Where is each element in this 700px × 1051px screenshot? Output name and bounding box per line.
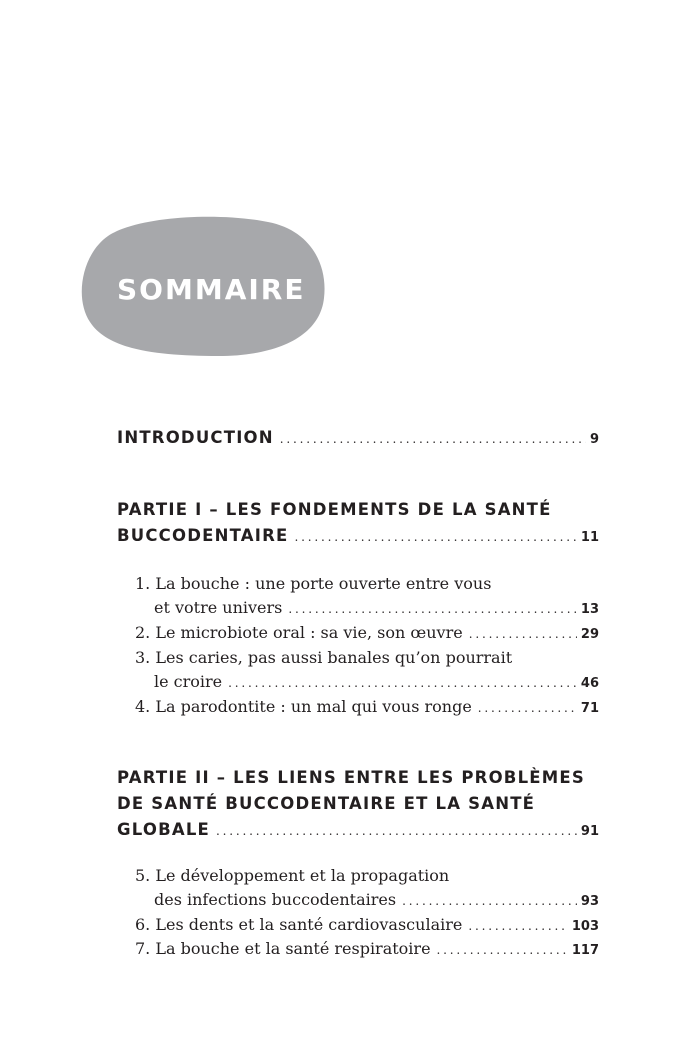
dot-leader [469, 621, 577, 646]
chapter-title: 2. Le microbiote oral : sa vie, son œuvre [135, 623, 463, 642]
chapter-title: 7. La bouche et la santé respiratoire [135, 939, 431, 958]
chapter-title: 1. La bouche : une porte ouverte entre vous [135, 574, 492, 593]
section-heading-line: PARTIE II – LES LIENS ENTRE LES PROBLÈMES [117, 768, 585, 787]
dot-leader [294, 523, 576, 550]
toc-page-number: 103 [571, 919, 599, 934]
dot-leader [228, 670, 577, 695]
toc-page-number: 46 [580, 676, 599, 691]
dot-leader [468, 913, 568, 938]
toc-section-partie-2[interactable] [117, 765, 599, 845]
toc-page-number: 117 [571, 943, 599, 958]
toc-chapter-3[interactable] [135, 646, 599, 696]
toc-page-number: 11 [580, 530, 599, 545]
page-title: SOMMAIRE [117, 273, 306, 306]
dot-leader [280, 425, 586, 452]
toc-page-number: 91 [580, 824, 599, 839]
toc-page-number: 13 [580, 602, 599, 617]
toc-section-partie-1[interactable] [117, 497, 599, 551]
chapter-title: 5. Le développement et la propagation [135, 866, 450, 885]
chapter-title-cont: des infections buccodentaires [154, 890, 397, 909]
toc-page-number: 71 [580, 701, 599, 716]
chapter-title: 3. Les caries, pas aussi banales qu’on pourrait [135, 648, 513, 667]
toc-chapter-2[interactable] [135, 621, 599, 647]
chapter-title: 6. Les dents et la santé cardiovasculaire [135, 915, 463, 934]
toc-page-number: 93 [580, 894, 599, 909]
toc-page-number: 29 [580, 627, 599, 642]
toc-entry-introduction[interactable] [117, 425, 599, 453]
toc-chapter-7[interactable] [135, 937, 599, 963]
toc-entry-label: INTRODUCTION [117, 428, 274, 447]
chapter-title-cont: le croire [154, 672, 223, 691]
toc-chapter-6[interactable] [135, 913, 599, 939]
dot-leader [402, 888, 577, 913]
dot-leader [437, 937, 568, 962]
chapter-title: 4. La parodontite : un mal qui vous ronge [135, 697, 472, 716]
toc-chapter-5[interactable] [135, 864, 599, 914]
toc-chapter-4[interactable] [135, 695, 599, 721]
section-heading-line: GLOBALE [117, 820, 211, 839]
dot-leader [288, 596, 577, 621]
toc-chapter-1[interactable] [135, 572, 599, 622]
section-heading-line: BUCCODENTAIRE [117, 526, 289, 545]
toc-page-number: 9 [589, 432, 599, 447]
section-heading-line: DE SANTÉ BUCCODENTAIRE ET LA SANTÉ [117, 794, 536, 813]
dot-leader [478, 695, 577, 720]
dot-leader [216, 817, 577, 844]
chapter-title-cont: et votre univers [154, 598, 283, 617]
section-heading-line: PARTIE I – LES FONDEMENTS DE LA SANTÉ [117, 500, 552, 519]
